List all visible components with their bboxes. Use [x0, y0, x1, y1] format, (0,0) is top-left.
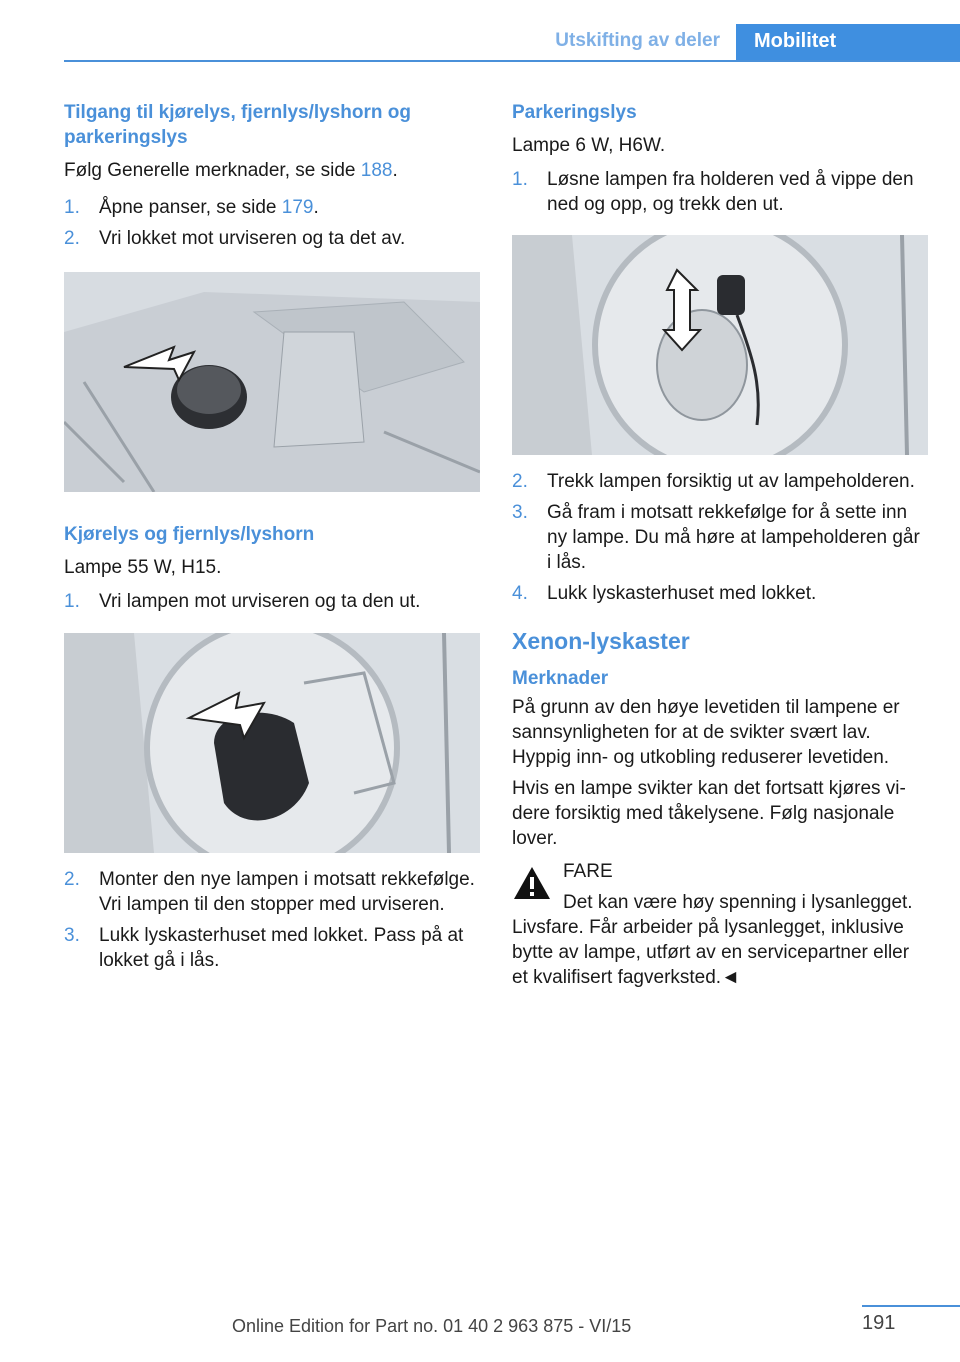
heading-notes: Merknader — [512, 668, 609, 689]
steps-access — [64, 195, 480, 251]
intro-text-end: . — [392, 160, 398, 181]
paragraph-lifetime: På grunn av den høye levetiden til lampene er sannsynligheten for at de svikter svært lav. Hyppig inn- og utkobling reduserer levetiden. — [512, 697, 900, 768]
header-rule — [64, 60, 960, 62]
list-item — [64, 226, 480, 251]
step-number: 2. — [64, 228, 80, 249]
step-text: Lukk lyskasterhuset med lokket. Pass på at lokket gå i lås. — [99, 925, 464, 971]
heading-low-high-beam: Kjørelys og fjernlys/lyshorn — [64, 524, 315, 545]
figure-headlamp-bulb — [64, 633, 480, 853]
warning-triangle-icon — [512, 865, 552, 901]
lamp-spec-h15: Lampe 55 W, H15. — [64, 557, 222, 578]
step-number: 4. — [512, 583, 528, 604]
footer-edition: Online Edition for Part no. 01 40 2 963 875 - VI/15 — [232, 1316, 632, 1336]
lamp-spec-h6w: Lampe 6 W, H6W. — [512, 135, 666, 156]
steps-parking-a — [512, 167, 928, 217]
step-text: Gå fram i motsatt rekkefølge for å sette inn ny lampe. Du må høre at lampeholderen går i lås. — [547, 502, 920, 573]
running-header-section: Utskifting av deler — [555, 30, 720, 51]
list-item — [512, 167, 928, 217]
step-text: Monter den nye lampen i motsatt rekkefølge. Vri lampen til den stopper med urviseren. — [99, 869, 475, 915]
steps-low-beam-b — [64, 867, 480, 973]
list-item — [64, 589, 480, 614]
left-column — [64, 100, 480, 973]
steps-low-beam-a — [64, 589, 480, 614]
intro-page-link[interactable]: 188 — [360, 160, 393, 181]
list-item — [64, 195, 480, 220]
step-number: 2. — [512, 471, 528, 492]
warning-title: FARE — [563, 861, 613, 882]
list-item — [512, 500, 928, 575]
warning-text: Livsfare. Får arbeider på lysanlegget, inklusive bytte av lampe, utført av en servicepartner eller et kvalifisert fagverksted.◄ — [512, 917, 910, 988]
list-item — [512, 581, 928, 606]
step-number: 1. — [64, 591, 80, 612]
warning-block — [512, 859, 928, 990]
step-text: Lukk lyskasterhuset med lokket. — [547, 583, 817, 604]
footer-rule — [862, 1305, 960, 1307]
step-text: Trekk lampen forsiktig ut av lampeholderen. — [547, 471, 915, 492]
heading-xenon: Xenon-lyskaster — [512, 628, 690, 654]
heading-parking-light: Parkeringslys — [512, 102, 637, 123]
step-text-end: . — [313, 197, 319, 218]
running-header-tab-label: Mobilitet — [754, 30, 837, 52]
step-number: 3. — [512, 502, 528, 523]
step-page-link[interactable]: 179 — [281, 197, 314, 218]
step-number: 1. — [512, 169, 528, 190]
step-text: Vri lampen mot urviseren og ta den ut. — [99, 591, 421, 612]
step-text: Løsne lampen fra holderen ved å vippe den ned og opp, og trekk den ut. — [547, 169, 914, 215]
right-column — [512, 100, 928, 990]
warning-first-line: Det kan være høy spenning i lysanlegget. — [563, 892, 913, 913]
figure-engine-cap — [64, 272, 480, 492]
step-text: Åpne panser, se side — [99, 197, 282, 218]
steps-parking-b — [512, 469, 928, 606]
headlamp-bulb-illustration — [64, 633, 480, 853]
heading-access: Tilgang til kjørelys, fjernlys/lyshorn og parkeringslys — [64, 102, 412, 148]
step-text: Vri lokket mot urviseren og ta det av. — [99, 228, 406, 249]
parking-bulb-illustration — [512, 235, 928, 455]
intro-paragraph — [64, 158, 480, 183]
list-item — [64, 923, 480, 973]
step-number: 2. — [64, 869, 80, 890]
step-number: 3. — [64, 925, 80, 946]
page-number: 191 — [862, 1312, 896, 1334]
step-number: 1. — [64, 197, 80, 218]
paragraph-failure: Hvis en lampe svikter kan det fortsatt kjøres videre forsiktig med tåkelysene. Følg nasjonale lover. — [512, 778, 906, 849]
list-item — [512, 469, 928, 494]
figure-parking-bulb — [512, 235, 928, 455]
engine-cap-illustration — [64, 272, 480, 492]
intro-text: Følg Generelle merknader, se side — [64, 160, 361, 181]
list-item — [64, 867, 480, 917]
running-header-tab — [736, 24, 960, 62]
